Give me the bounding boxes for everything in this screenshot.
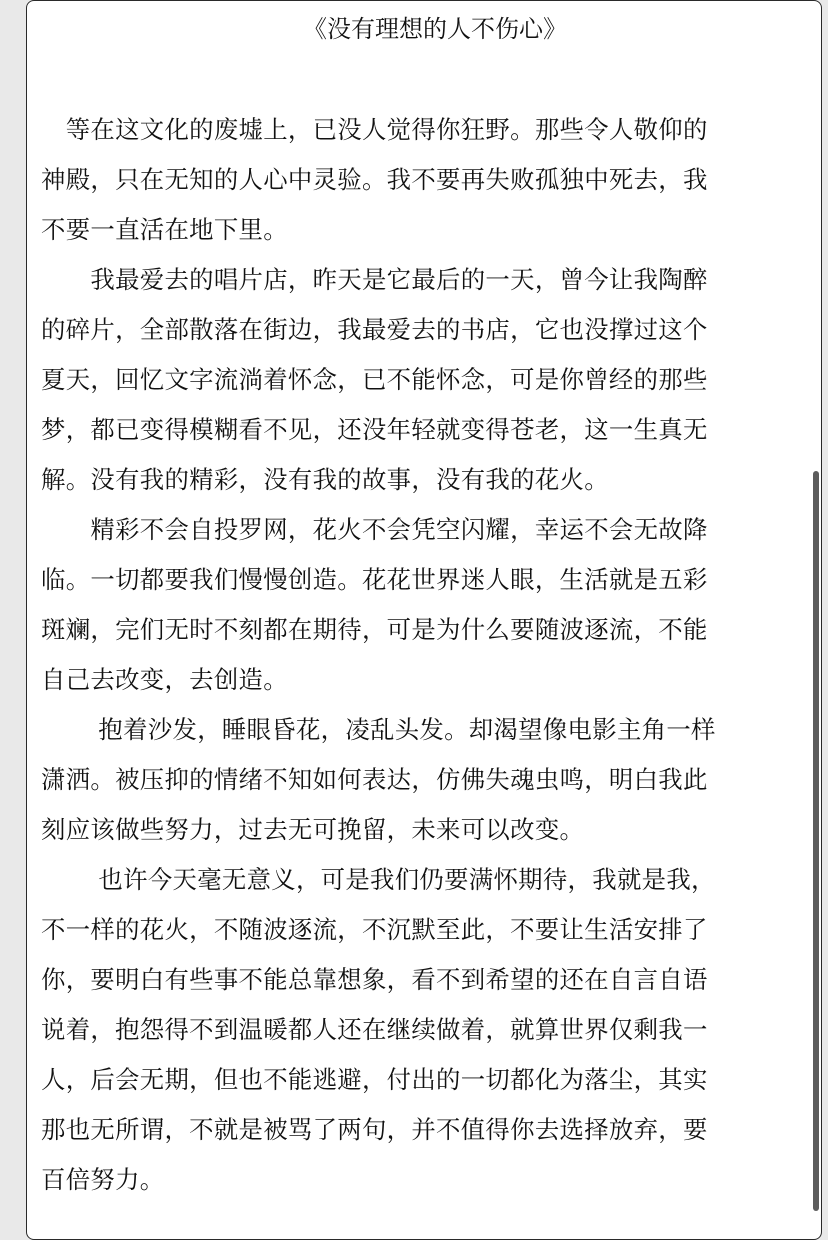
paragraph-2	[41, 255, 801, 505]
document-page	[26, 0, 822, 1240]
text-line: 夏天，回忆文字流淌着怀念，已不能怀念，可是你曾经的那些	[41, 365, 708, 394]
text-line: 精彩不会自投罗网，花火不会凭空闪耀，幸运不会无故降	[41, 515, 708, 544]
text-line: 说着，抱怨得不到温暖都人还在继续做着，就算世界仅剩我一	[41, 1015, 708, 1044]
text-line: 等在这文化的废墟上，已没人觉得你狂野。那些令人敬仰的	[41, 115, 708, 144]
text-line: 我最爱去的唱片店，昨天是它最后的一天，曾今让我陶醉	[41, 265, 708, 294]
paragraph-4	[41, 705, 801, 855]
text-line: 刻应该做些努力，过去无可挽留，未来可以改变。	[41, 815, 585, 844]
text-line: 你，要明白有些事不能总靠想象，看不到希望的还在自言自语	[41, 965, 708, 994]
text-line: 人，后会无期，但也不能逃避，付出的一切都化为落尘，其实	[41, 1065, 708, 1094]
text-line: 的碎片，全部散落在街边，我最爱去的书店，它也没撑过这个	[41, 315, 708, 344]
text-line: 不要一直活在地下里。	[41, 215, 288, 244]
paragraph-1	[41, 105, 801, 255]
paragraph-3	[41, 505, 801, 705]
text-line: 斑斓，完们无时不刻都在期待，可是为什么要随波逐流，不能	[41, 615, 708, 644]
text-line: 百倍努力。	[41, 1165, 165, 1194]
text-line: 临。一切都要我们慢慢创造。花花世界迷人眼，生活就是五彩	[41, 565, 708, 594]
text-line: 不一样的花火，不随波逐流，不沉默至此，不要让生活安排了	[41, 915, 708, 944]
text-line: 也许今天毫无意义，可是我们仍要满怀期待，我就是我，	[41, 865, 716, 894]
text-line: 自己去改变，去创造。	[41, 665, 288, 694]
paragraph-5	[41, 855, 801, 1205]
text-line: 解。没有我的精彩，没有我的故事，没有我的花火。	[41, 465, 609, 494]
text-line: 那也无所谓，不就是被骂了两句，并不值得你去选择放弃，要	[41, 1115, 708, 1144]
vertical-scrollbar[interactable]	[813, 471, 819, 1211]
text-line: 抱着沙发，睡眼昏花，凌乱头发。却渴望像电影主角一样	[41, 715, 716, 744]
text-line: 梦，都已变得模糊看不见，还没年轻就变得苍老，这一生真无	[41, 415, 708, 444]
document-title: 《没有理想的人不伤心》	[303, 15, 567, 43]
text-line: 潇洒。被压抑的情绪不知如何表达，仿佛失魂虫鸣，明白我此	[41, 765, 708, 794]
text-line: 神殿，只在无知的人心中灵验。我不要再失败孤独中死去，我	[41, 165, 708, 194]
